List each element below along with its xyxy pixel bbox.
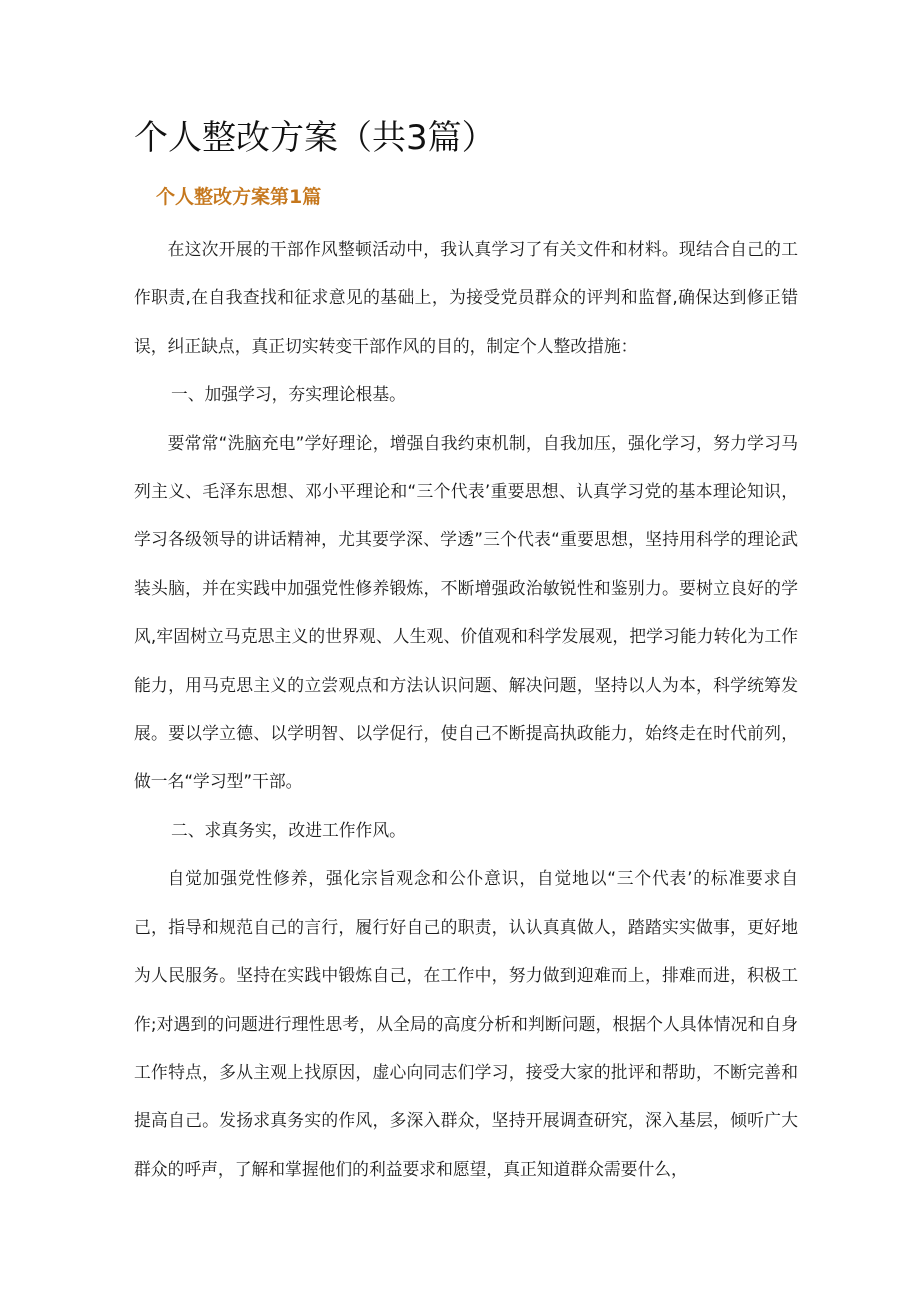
document-title: 个人整改方案（共3篇）: [134, 118, 496, 158]
document-body: [134, 225, 798, 1193]
paragraph-heading-2: 二、求真务实，改进工作作风。: [170, 819, 406, 840]
paragraph-study: 要常常“洗脑充电”学好理论，增强自我约束机制，自我加压，强化学习，努力学习马列主义、毛泽东思想、邓小平理论和“三个代表’重要思想、认真学习党的基本理论知识，学习各级领导的讲话精神，尤其要学深、学透”三个代表“重要思想，坚持用科学的理论武装头脑，并在实践中加强党性修养锻炼，不断增强政治敏锐性和鉴别力。要树立良好的学风,牢固树立马克思主义的世界观、人生观、价值观和科学发展观，把学习能力转化为工作能力，用马克思主义的立尝观点和方法认识问题、解决问题，坚持以人为本，科学统筹发展。要以学立德、以学明智、以学促行，使自己不断提高执政能力，始终走在时代前列，做一名“学习型”干部。: [134, 432, 798, 792]
section-title: 个人整改方案第1篇: [156, 186, 322, 208]
paragraph-work-style: 自觉加强党性修养，强化宗旨观念和公仆意识，自觉地以“三个代表’的标准要求自己，指导和规范自己的言行，履行好自己的职责，认认真真做人，踏踏实实做事，更好地为人民服务。坚持在实践中锻炼自己，在工作中，努力做到迎难而上，排难而进，积极工作;对遇到的问题进行理性思考，从全局的高度分析和判断问题，根据个人具体情况和自身工作特点，多从主观上找原因，虚心向同志们学习，接受大家的批评和帮助，不断完善和提高自己。发扬求真务实的作风，多深入群众，坚持开展调查研究，深入基层，倾听广大群众的呼声，了解和掌握他们的利益要求和愿望，真正知道群众需要什么，: [134, 868, 798, 1179]
paragraph-intro: 在这次开展的干部作风整顿活动中，我认真学习了有关文件和材料。现结合自己的工作职责,在自我查找和征求意见的基础上，为接受党员群众的评判和监督,确保达到修正错误，纠正缺点，真正切实转变干部作风的目的，制定个人整改措施：: [134, 239, 798, 356]
paragraph-heading-1: 一、加强学习，夯实理论根基。: [170, 384, 406, 405]
